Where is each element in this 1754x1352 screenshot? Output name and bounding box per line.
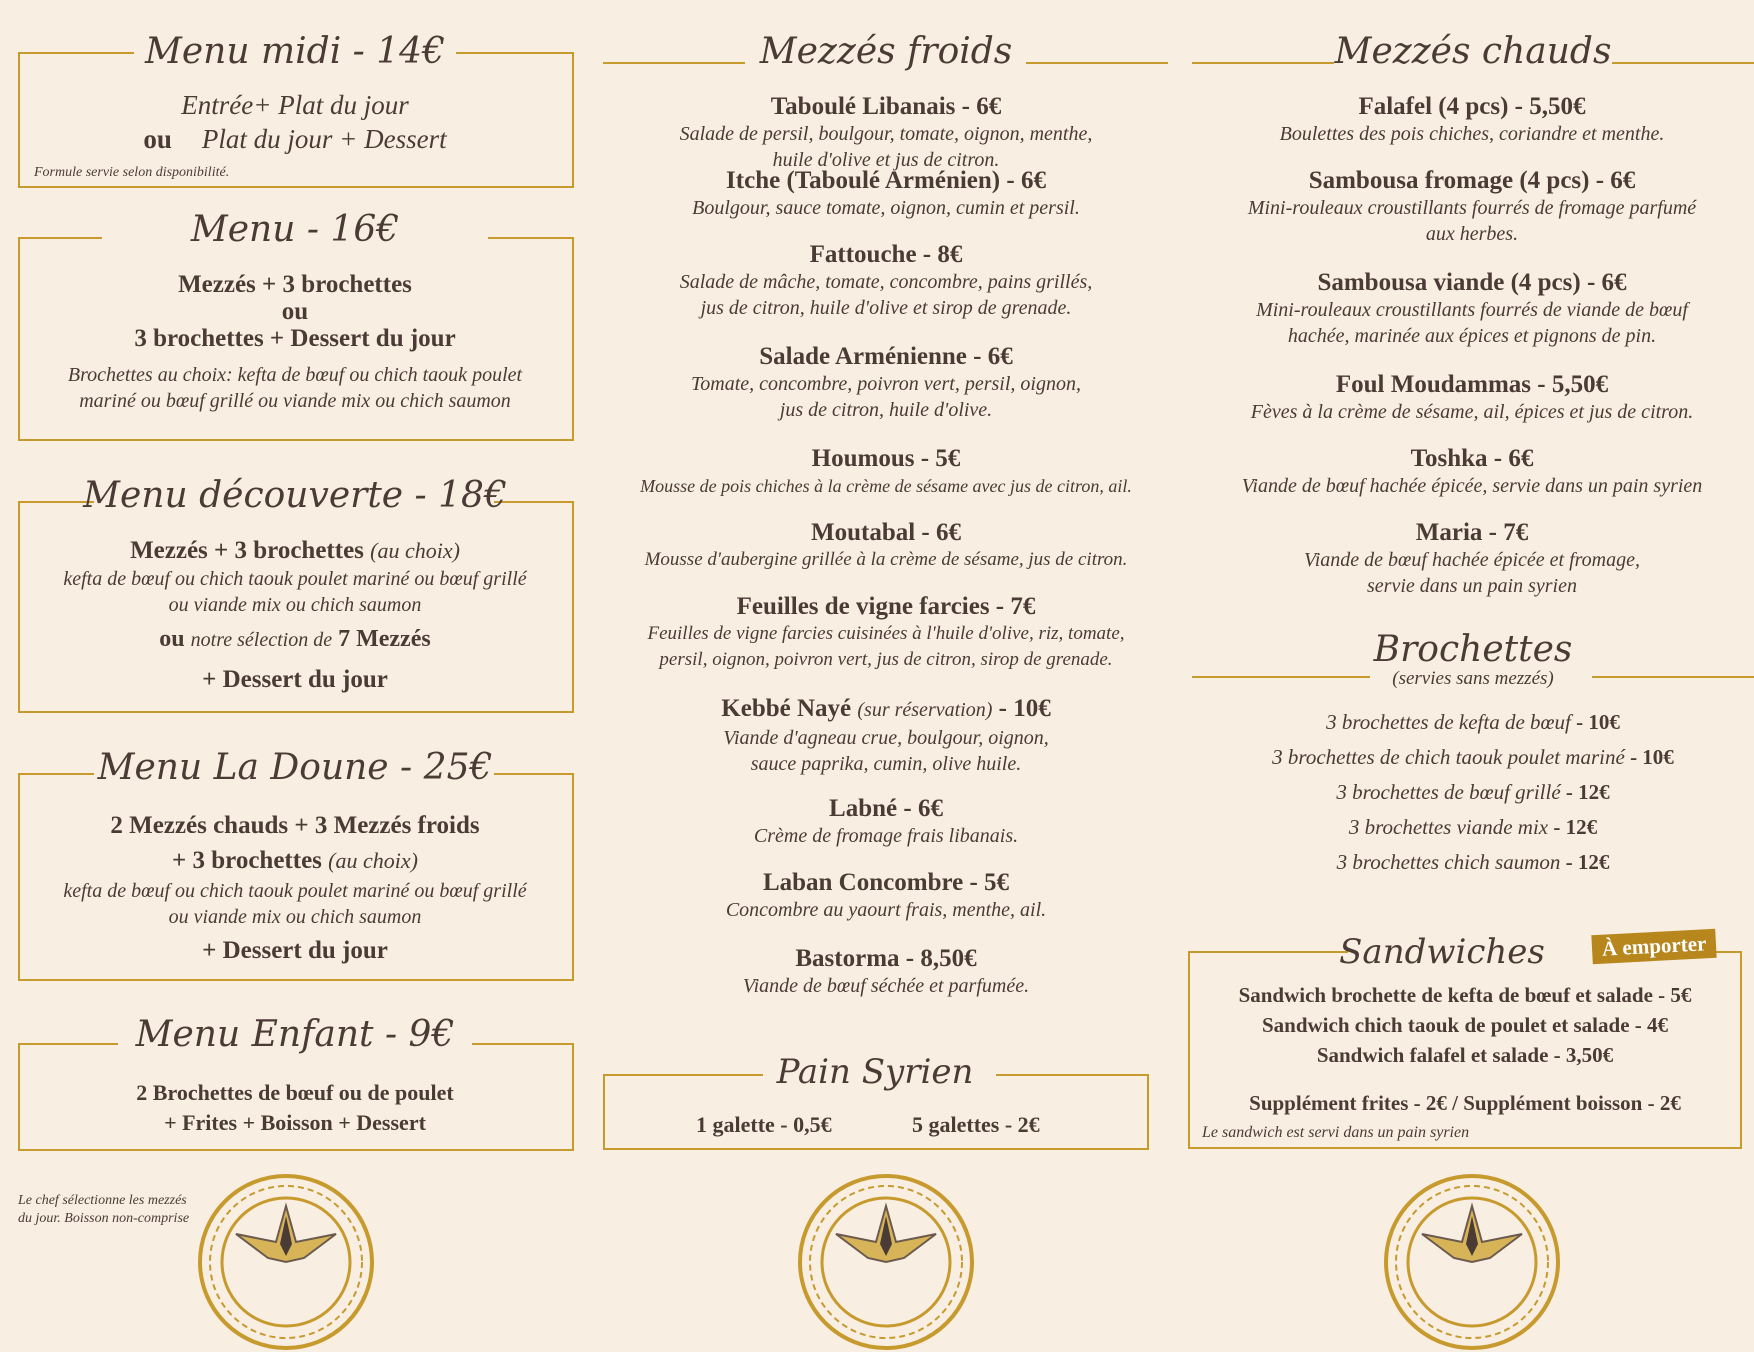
menu-ladoune-title: Menu La Doune - 25€ [97,747,493,788]
mezzes-froids-title: Mezzés froids [759,31,1013,72]
list-item: Laban Concombre - 5€ Concombre au yaourt frais, menthe, ail. [725,869,1047,921]
mezzes-chauds-list [1190,92,1754,604]
pain-syrien-opt1: 1 galette - 0,5€ [696,1112,832,1137]
list-item: Foul Moudammas - 5,50€ Fèves à la crème de sésame, ail, épices et jus de citron. [1250,371,1694,423]
brochettes-subtitle: (servies sans mezzés) [1392,668,1554,689]
list-item: 3 brochettes viande mix - 12€ [1348,815,1598,839]
ornament-medallion-icon [196,1172,376,1352]
menu-16-choice1: Brochettes au choix: kefta de bœuf ou chich taouk poulet [67,364,523,386]
mezzes-froids-list [600,92,1172,1014]
menu-decouverte-title: Menu découverte - 18€ [83,475,507,516]
chef-note-line2: du jour. Boisson non-comprise [18,1211,190,1226]
menu-16-title: Menu - 16€ [190,209,400,250]
chef-note-line1: Le chef sélectionne les mezzés [18,1193,187,1208]
list-item: Salade Arménienne - 6€ Tomate, concombre, poivron vert, persil, oignon, jus de citron, huile d'olive. [691,343,1081,421]
sandwiches-title: Sandwiches [1339,932,1545,972]
menu-ladoune-line2: + 3 brochettes (au choix) [172,847,418,874]
menu-16-line2: ou [281,298,309,325]
menu-ladoune-choice1: kefta de bœuf ou chich taouk poulet mariné ou bœuf grillé [63,880,527,902]
list-item: Sambousa fromage (4 pcs) - 6€ Mini-rouleaux croustillants fourrés de fromage parfumé aux herbes. [1247,167,1697,245]
pain-syrien-title: Pain Syrien [776,1052,974,1092]
ornament-medallion-icon [1382,1172,1562,1352]
list-item: 3 brochettes de kefta de bœuf - 10€ [1326,710,1620,734]
list-item: Moutabal - 6€ Mousse d'aubergine grillée à la crème de sésame, jus de citron. [644,519,1128,570]
list-item: Houmous - 5€ Mousse de pois chiches à la crème de sésame avec jus de citron, ail. [640,445,1132,496]
menu-decouverte-line1: Mezzés + 3 brochettes (au choix) [130,537,460,564]
menu-ladoune-choice2: ou viande mix ou chich saumon [168,906,422,928]
list-item: Toshka - 6€ Viande de bœuf hachée épicée, servie dans un pain syrien [1241,445,1703,497]
sandwich-item: Sandwich falafel et salade - 3,50€ [1316,1043,1614,1067]
menu-decouverte-choice2: ou viande mix ou chich saumon [168,594,422,616]
mezzes-chauds-title: Mezzés chauds [1334,31,1612,72]
menu-enfant-line1: 2 Brochettes de bœuf ou de poulet [136,1080,454,1105]
list-item: Labné - 6€ Crème de fromage frais libanais. [753,795,1019,847]
sandwich-note: Le sandwich est servi dans un pain syrien [1202,1124,1470,1141]
menu-decouverte-line2: ou notre sélection de 7 Mezzés [159,626,431,652]
list-item: Itche (Taboulé Arménien) - 6€ Boulgour, sauce tomate, oignon, cumin et persil. [692,167,1080,219]
menu-16-line1: Mezzés + 3 brochettes [178,271,412,298]
list-item: 3 brochettes de chich taouk poulet mariné - 10€ [1272,745,1674,769]
menu-midi-note: Formule servie selon disponibilité. [34,165,230,180]
menu-16-choice2: mariné ou bœuf grillé ou viande mix ou chich saumon [79,390,511,412]
list-item: Falafel (4 pcs) - 5,50€ Boulettes des pois chiches, coriandre et menthe. [1279,93,1665,145]
list-item: Bastorma - 8,50€ Viande de bœuf séchée et parfumée. [742,945,1030,997]
a-emporter-badge: À emporter [1591,929,1717,964]
menu-midi-line2: ou Plat du jour + Dessert [143,124,447,154]
list-item: Kebbé Nayé (sur réservation) - 10€ Viande d'agneau crue, boulgour, oignon, sauce paprika, cumin, olive huile. [721,695,1051,775]
menu-enfant-line2: + Frites + Boisson + Dessert [164,1110,426,1135]
list-item: Fattouche - 8€ Salade de mâche, tomate, concombre, pains grillés, jus de citron, huile d'olive et sirop de grenade. [679,241,1093,319]
sandwich-supplements: Supplément frites - 2€ / Supplément boisson - 2€ [1249,1091,1681,1115]
brochettes-title: Brochettes [1373,629,1573,670]
menu-ladoune-line1: 2 Mezzés chauds + 3 Mezzés froids [110,812,480,839]
list-item: Sambousa viande (4 pcs) - 6€ Mini-rouleaux croustillants fourrés de viande de bœuf hachée, marinée aux épices et pignons de pin. [1256,269,1688,347]
menu-midi-title: Menu midi - 14€ [145,31,445,72]
menu-midi-line1: Entrée+ Plat du jour [181,90,409,120]
list-item: Feuilles de vigne farcies - 7€ Feuilles de vigne farcies cuisinées à l'huile d'olive, riz, tomate, persil, oignon, poivron vert, jus de citron, sirop de grenade. [647,593,1125,670]
menu-decouverte-choice1: kefta de bœuf ou chich taouk poulet mariné ou bœuf grillé [63,568,527,590]
menu-16-line3: 3 brochettes + Dessert du jour [134,325,456,352]
ornament-medallion-icon [796,1172,976,1352]
list-item: 3 brochettes de bœuf grillé - 12€ [1336,780,1610,804]
menu-enfant-title: Menu Enfant - 9€ [135,1014,455,1055]
sandwich-item: Sandwich chich taouk de poulet et salade - 4€ [1261,1013,1669,1037]
brochettes-list [1192,705,1754,880]
list-item: Taboulé Libanais - 6€ Salade de persil, boulgour, tomate, oignon, menthe, huile d'olive et jus de citron. [679,93,1093,171]
pain-syrien-opt2: 5 galettes - 2€ [912,1112,1040,1137]
list-item: Maria - 7€ Viande de bœuf hachée épicée et fromage, servie dans un pain syrien [1304,519,1640,597]
list-item: 3 brochettes chich saumon - 12€ [1336,850,1610,874]
sandwich-item: Sandwich brochette de kefta de bœuf et salade - 5€ [1238,983,1692,1007]
menu-decouverte-line3: + Dessert du jour [202,666,388,693]
menu-ladoune-line3: + Dessert du jour [202,937,388,964]
